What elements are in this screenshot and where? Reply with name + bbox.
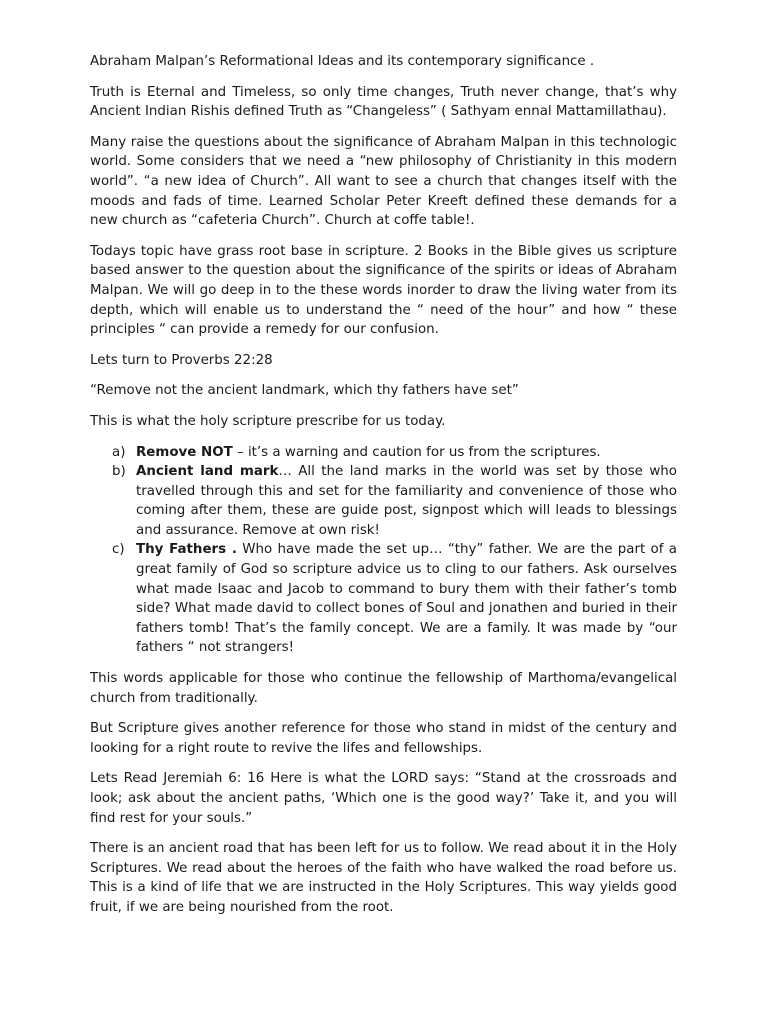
list-item-heading: Remove NOT — [136, 444, 233, 460]
document-title: Abraham Malpan’s Reformational Ideas and its contemporary significance . — [90, 54, 595, 69]
paragraph-truth: Truth is Eternal and Timeless, so only time changes, Truth never change, that’s why Ancient Indian Rishis defined Truth as “Changeless” ( Sathyam ennal Mattamillathau). — [90, 84, 677, 120]
document-page — [90, 52, 677, 929]
paragraph-proverbs-quote: “Remove not the ancient landmark, which thy fathers have set” — [90, 383, 519, 399]
list-item-heading: Ancient land mark — [136, 464, 279, 480]
paragraph-another-reference: But Scripture gives another reference for those who stand in midst of the century and looking for a right route to revive the lifes and fellowships. — [90, 721, 677, 756]
list-item-text: … All the land marks in the world was set by those who travelled through this and set for the familiarity and convenience of those who coming after them, these are guide post, signpost which will leads to blessings and assurance. Remove at own risk! — [136, 464, 677, 538]
list-item-text: Who have made the set up… “thy” father. We are the part of a great family of God so scripture advice us to cling to our fathers. Ask ourselves what made Isaac and Jacob to command to bury them with their father’s tomb side? What made david to collect bones of Soul and jonathen and buried in their fathers tomb! That’s the family concept. We are a family. It was made by “our fathers “ not strangers! — [136, 542, 677, 656]
list-marker: b) — [112, 464, 126, 480]
list-item — [90, 540, 677, 658]
paragraph-jeremiah: Lets Read Jeremiah 6: 16 Here is what the LORD says: “Stand at the crossroads and look; ask about the ancient paths, ‘Which one is the good way?’ Take it, and you will find rest for your souls.” — [90, 771, 677, 826]
list-item — [90, 443, 677, 463]
list-item-text: – it’s a warning and caution for us from the scriptures. — [232, 444, 601, 460]
list-item-heading: Thy Fathers . — [136, 542, 237, 558]
list-marker: a) — [112, 444, 126, 460]
paragraph-todays-topic: Todays topic have grass root base in scripture. 2 Books in the Bible gives us scripture based answer to the question about the significance of the spirits or ideas of Abraham Malpan. We will go deep in to the these words inorder to draw the living water from its depth, which will enable us to understand the “ need of the hour” and how “ these principles “ can provide a remedy for our confusion. — [90, 243, 677, 338]
paragraph-ancient-road: There is an ancient road that has been left for us to follow. We read about it in the Holy Scriptures. We read about the heroes of the faith who have walked the road before us. This is a kind of life that we are instructed in the Holy Scriptures. This way yields good fruit, if we are being nourished from the root. — [90, 841, 677, 915]
paragraph-proverbs-ref: Lets turn to Proverbs 22:28 — [90, 352, 273, 368]
list-marker: c) — [112, 542, 125, 558]
paragraph-prescribe: This is what the holy scripture prescribe for us today. — [90, 413, 446, 429]
point-list — [90, 443, 677, 659]
paragraph-significance: Many raise the questions about the significance of Abraham Malpan in this technologic world. Some considers that we need a “new philosophy of Christianity in this modern world”. “a new idea of Church”. All want to see a church that changes itself with the moods and fads of time. Learned Scholar Peter Kreeft defined these demands for a new church as “cafeteria Church”. Church at coffe table!. — [90, 134, 677, 229]
paragraph-fellowship: This words applicable for those who continue the fellowship of Marthoma/evangelical church from traditionally. — [90, 671, 677, 706]
list-item — [90, 462, 677, 540]
